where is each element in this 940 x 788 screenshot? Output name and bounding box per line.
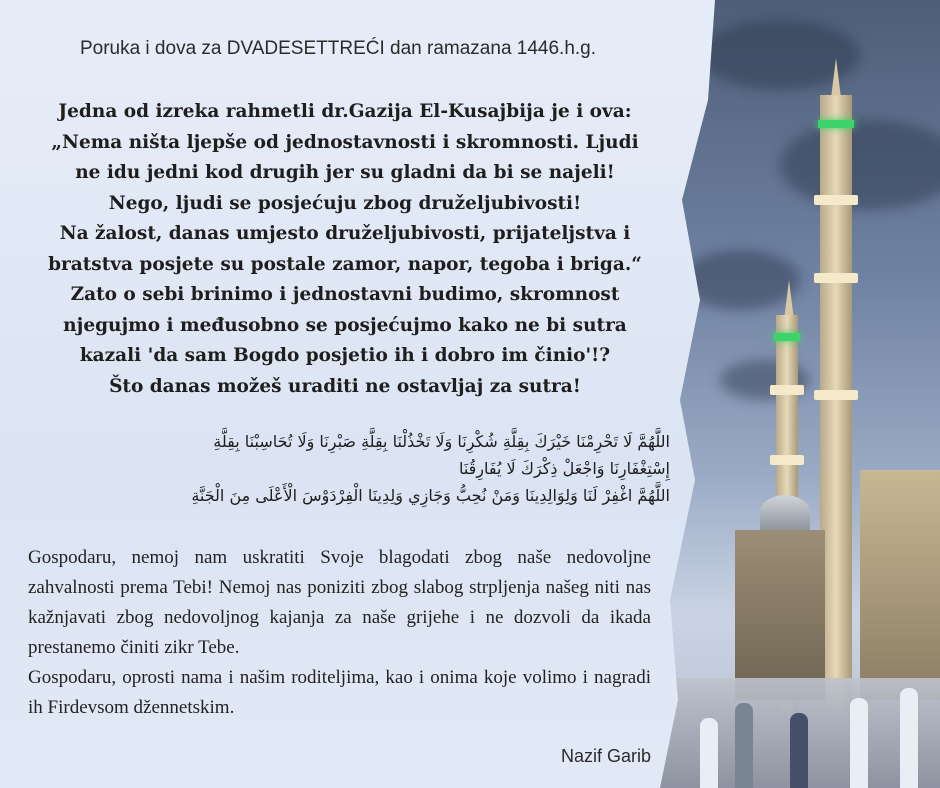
arabic-dua bbox=[20, 428, 670, 509]
translation-paragraph: Gospodaru, oprosti nama i našim roditeljima, kao i onima koje volimo i nagradi ih Firdevsom džennetskim. bbox=[28, 667, 651, 718]
person bbox=[850, 698, 868, 788]
mosque-wall bbox=[735, 530, 825, 700]
quote-line: Što danas možeš uraditi ne ostavljaj za sutra! bbox=[109, 375, 581, 397]
quote-line: kazali 'da sam Bogdo posjetio ih i dobro im činio'!? bbox=[79, 345, 611, 366]
minaret-balcony bbox=[814, 195, 858, 205]
quote-line: bratstva posjete su postale zamor, napor, tegoba i briga.“ bbox=[48, 253, 642, 275]
quote-line: Na žalost, danas umjesto druželjubivosti, prijateljstva i bbox=[59, 223, 631, 244]
quote-line: „Nema ništa ljepše od jednostavnosti i skromnosti. Ljudi bbox=[51, 131, 639, 153]
arabic-line: اللَّهُمَّ لَا تَحْرِمْنَا خَيْرَكَ بِقِلَّةِ شُكْرِنَا وَلَا تَخْذُلْنَا بِقِلَّةِ صَبْرِنَا وَلَا تُحَاسِبْنَا بِقِلَّةِ bbox=[213, 432, 670, 451]
quote-line: ne idu jedni kod drugih jer su gladni da bi se najeli! bbox=[75, 162, 615, 183]
page-title: Poruka i dova za DVADESETTREĆI dan ramazana 1446.h.g. bbox=[79, 38, 597, 59]
quote-line: Nego, ljudi se posjećuju zbog druželjubivosti! bbox=[108, 192, 582, 214]
translation-paragraph: Gospodaru, nemoj nam uskratiti Svoje blagodati zbog naše nedovoljne zahvalnosti prema Tebi! Nemoj nas poniziti zbog slabog strpljenja našeg niti nas kažnjavati zbog nedovoljnog kajanja za naše grijehe i ne dozvoli da ikada prestanemo činiti zikr Tebe. bbox=[28, 547, 651, 658]
quote-block bbox=[20, 97, 670, 402]
crowd bbox=[660, 678, 940, 788]
minaret-balcony bbox=[814, 390, 858, 400]
quote-line: njegujmo i međusobno se posjećujmo kako ne bi sutra bbox=[63, 314, 627, 336]
arabic-line: إِسْتِغْفَارِنَا وَاجْعَلْ ذِكْرَكَ لَا يُفَارِقُنَا bbox=[458, 459, 670, 478]
minaret-spire bbox=[831, 58, 841, 98]
dua-translation bbox=[28, 543, 651, 723]
minaret-balcony bbox=[770, 455, 804, 465]
cloud bbox=[780, 120, 940, 210]
minaret-light bbox=[774, 333, 800, 341]
mosque-wall bbox=[860, 470, 940, 700]
arabic-line: اللَّهُمَّ اغْفِرْ لَنَا وَلِوَالِدِينَا وَمَنْ نُحِبُّ وَجَازِي وَلِدِينَا الْفِرْدَوْسَ الْأَعْلَى مِنَ الْجَنَّةِ bbox=[191, 486, 670, 505]
quote-line: Jedna od izreka rahmetli dr.Gazija El-Kusajbija je i ova: bbox=[58, 101, 632, 122]
minaret-balcony bbox=[814, 273, 858, 283]
dome bbox=[760, 495, 810, 530]
minaret-light bbox=[818, 120, 854, 128]
person bbox=[790, 713, 808, 788]
person bbox=[900, 688, 918, 788]
quote-line: Zato o sebi brinimo i jednostavni budimo, skromnost bbox=[70, 284, 620, 305]
person bbox=[700, 718, 718, 788]
person bbox=[735, 703, 753, 788]
minaret-spire bbox=[784, 280, 794, 320]
author-signature: Nazif Garib bbox=[560, 746, 651, 766]
minaret-balcony bbox=[770, 385, 804, 395]
